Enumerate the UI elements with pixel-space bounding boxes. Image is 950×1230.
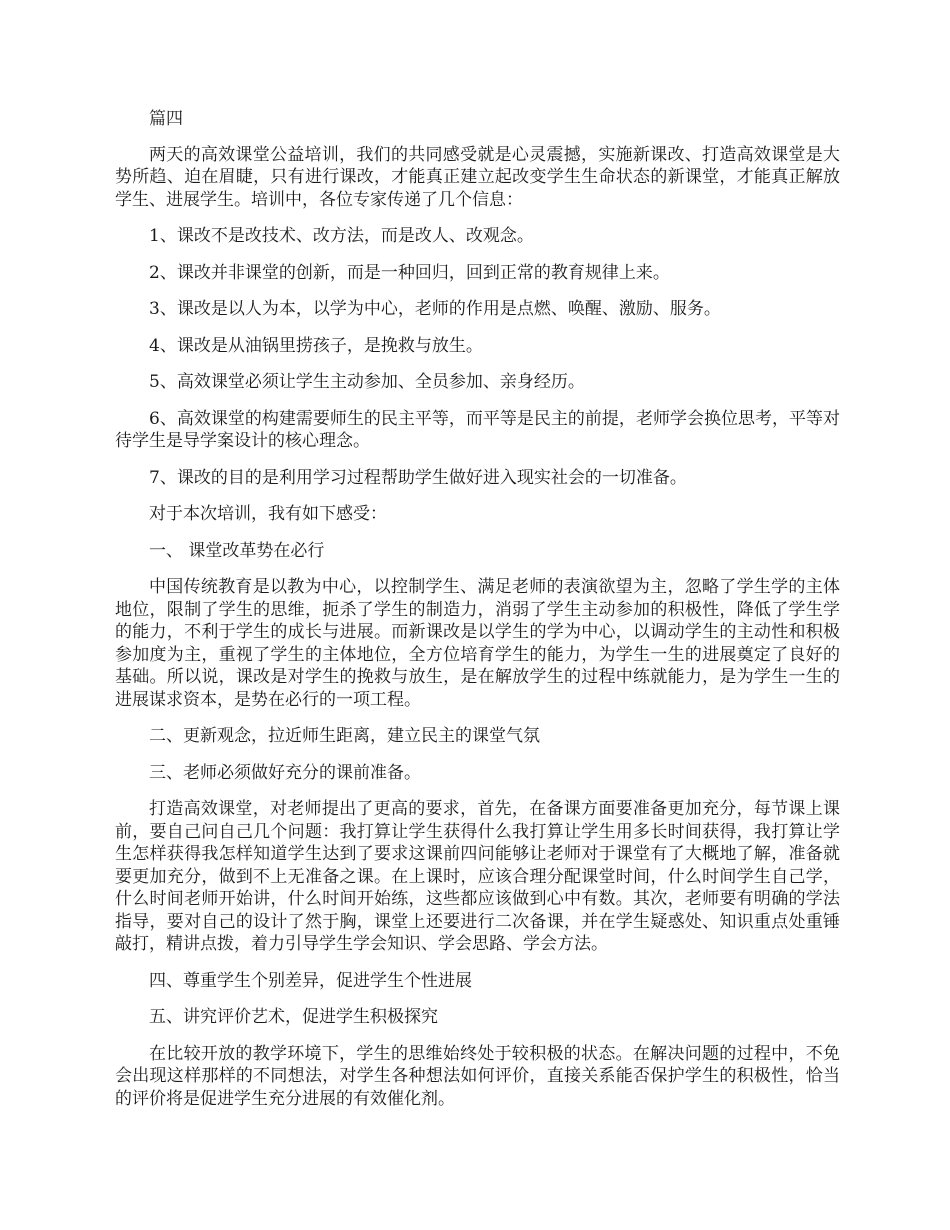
- section-heading: 三、老师必须做好充分的课前准备。: [149, 762, 421, 783]
- document-heading: 篇四: [149, 109, 183, 129]
- section-heading: 五、讲究评价艺术，促进学生积极探究: [149, 1007, 438, 1027]
- section-heading: 四、尊重学生个别差异，促进学生个性进展: [149, 970, 472, 991]
- document-page: [115, 108, 840, 1110]
- point-item: 4、课改是从油锅里捞孩子，是挽救与放生。: [149, 335, 483, 356]
- point-item: 7、课改的目的是利用学习过程帮助学生做好进入现实社会的一切准备。: [149, 467, 687, 488]
- point-item: 6、高效课堂的构建需要师生的民主平等，而平等是民主的前提，老师学会换位思考，平等对待学生是导学案设计的核心理念。: [115, 408, 840, 451]
- point-item: 3、课改是以人为本，以学为中心，老师的作用是点燃、唤醒、激励、服务。: [149, 299, 721, 319]
- section-body: 打造高效课堂，对老师提出了更高的要求，首先，在备课方面要准备更加充分，每节课上课前，要自己问自己几个问题：我打算让学生获得什么我打算让学生用多长时间获得，我打算让学生怎样获得我怎样知道学生达到了要求这课前四问能够让老师对于课堂有了大概地了解，准备就要更加充分，做到不上无准备之课。在上课时，应该合理分配课堂时间，什么时间学生自己学，什么时间老师开始讲，什么时间开始练，这些都应该做到心中有数。其次，老师要有明确的学法指导，要对自己的设计了然于胸，课堂上还要进行二次备课，并在学生疑惑处、知识重点处重锤敲打，精讲点拨，着力引导学生学会知识、学会思路、学会方法。: [115, 799, 840, 954]
- section-body: 在比较开放的教学环境下，学生的思维始终处于较积极的状态。在解决问题的过程中，不免会出现这样那样的不同想法，对学生各种想法如何评价，直接关系能否保护学生的积极性，恰当的评价将是促进学生充分进展的有效催化剂。: [115, 1043, 840, 1109]
- section-heading: 二、更新观念，拉近师生距离，建立民主的课堂气氛: [149, 726, 540, 746]
- point-item: 2、课改并非课堂的创新，而是一种回归，回到正常的教育规律上来。: [149, 262, 670, 283]
- intro-paragraph: 两天的高效课堂公益培训，我们的共同感受就是心灵震撼，实施新课改、打造高效课堂是大势所趋、迫在眉睫，只有进行课改，才能真正建立起改变学生生命状态的新课堂，才能真正解放学生、进展学生。培训中，各位专家传递了几个信息：: [115, 144, 840, 210]
- point-item: 5、高效课堂必须让学生主动参加、全员参加、亲身经历。: [149, 372, 585, 392]
- point-item: 1、课改不是改技术、改方法，而是改人、改观念。: [149, 226, 534, 246]
- section-body: 中国传统教育是以教为中心，以控制学生、满足老师的表演欲望为主，忽略了学生学的主体地位，限制了学生的思维，扼杀了学生的制造力，消弱了学生主动参加的积极性，降低了学生学的能力，不利于学生的成长与进展。而新课改是以学生的学为中心，以调动学生的主动性和积极参加度为主，重视了学生的主体地位，全方位培育学生的能力，为学生一生的进展奠定了良好的基础。所以说，课改是对学生的挽救与放生，是在解放学生的过程中练就能力，是为学生一生的进展谋求资本，是势在必行的一项工程。: [115, 577, 840, 710]
- section-heading: 一、 课堂改革势在必行: [149, 540, 325, 561]
- feelings-intro: 对于本次培训，我有如下感受：: [149, 504, 387, 524]
